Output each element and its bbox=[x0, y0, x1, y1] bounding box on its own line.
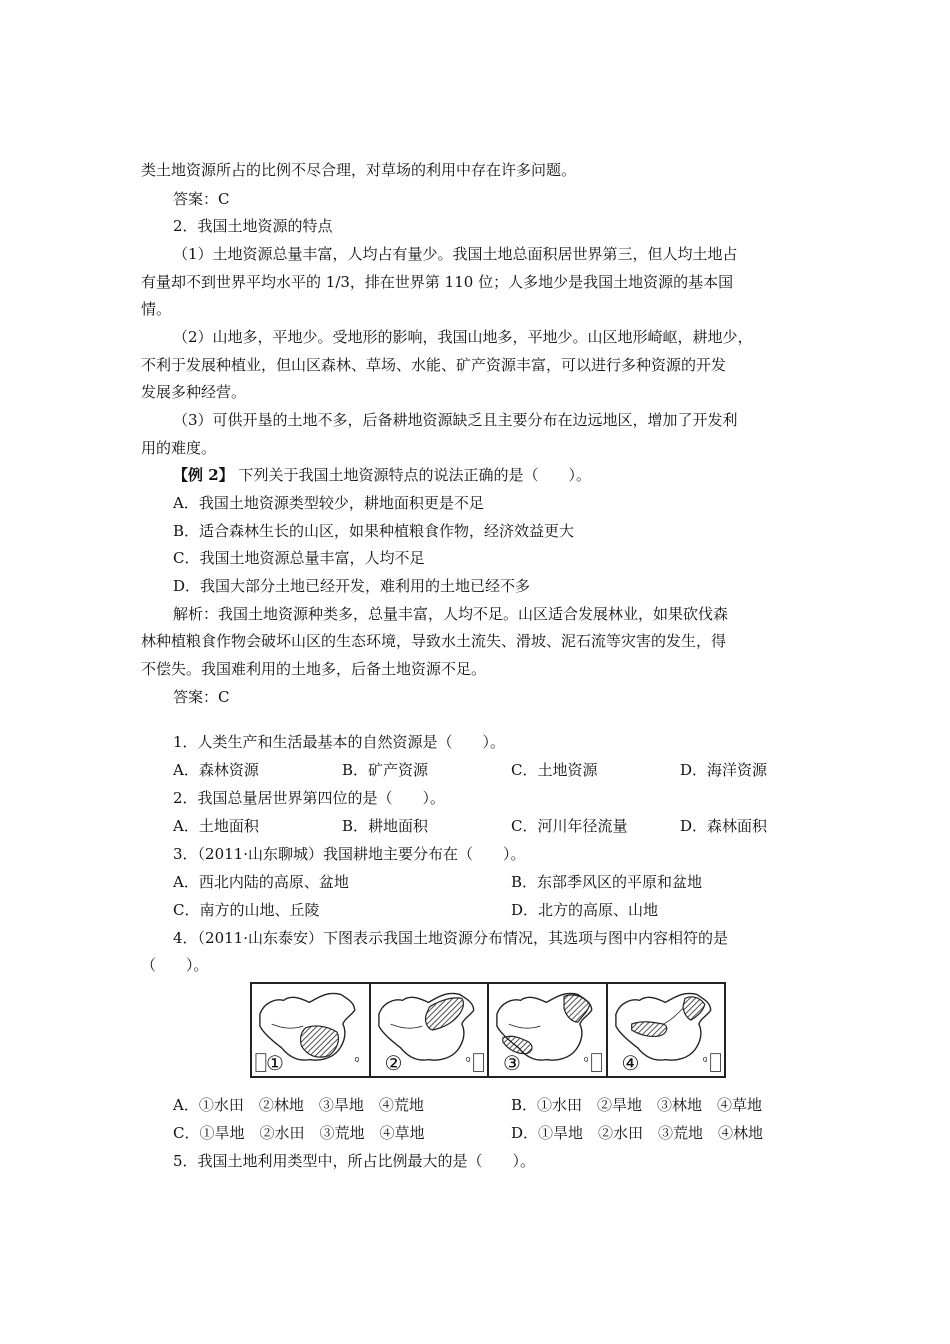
q3-option-c: C．南方的山地、丘陵 bbox=[173, 901, 320, 919]
q1-option-c: C．土地资源 bbox=[511, 761, 598, 779]
q4-option-c: C．①旱地 ②水田 ③荒地 ④草地 bbox=[173, 1124, 425, 1142]
example-option-b: B．适合森林生长的山区，如果种植粮食作物，经济效益更大 bbox=[173, 522, 575, 540]
paragraph-line: 类土地资源所占的比例不尽合理，对草场的利用中存在许多问题。 bbox=[141, 161, 577, 179]
q4-option-d: D．①旱地 ②水田 ③荒地 ④林地 bbox=[511, 1124, 764, 1142]
map-panel-4 bbox=[608, 984, 725, 1076]
paragraph-line: 发展多种经营。 bbox=[141, 383, 247, 401]
q1-option-b: B．矿产资源 bbox=[342, 761, 429, 779]
svg-text:Q: Q bbox=[702, 1057, 707, 1064]
svg-text:Q: Q bbox=[465, 1057, 470, 1064]
paragraph-line: 不利于发展种植业，但山区森林、草场、水能、矿产资源丰富，可以进行多种资源的开发 bbox=[141, 356, 727, 374]
paragraph-line: 有量却不到世界平均水平的 1/3，排在世界第 110 位；人多地少是我国土地资源的基本国 bbox=[141, 273, 734, 291]
map-panel-2 bbox=[371, 984, 490, 1076]
example-option-c: C．我国土地资源总量丰富，人均不足 bbox=[173, 549, 425, 567]
example-tag: 【例 2】 bbox=[173, 466, 234, 484]
q1-option-a: A．森林资源 bbox=[173, 761, 259, 779]
answer-line: 答案：C bbox=[173, 190, 230, 208]
question-3: 3．（2011·山东聊城）我国耕地主要分布在（ ）。 bbox=[173, 845, 526, 863]
question-4: 4．（2011·山东泰安）下图表示我国土地资源分布情况，其选项与图中内容相符的是 bbox=[173, 929, 728, 947]
q3-option-a: A．西北内陆的高原、盆地 bbox=[173, 873, 349, 891]
q1-option-d: D．海洋资源 bbox=[680, 761, 768, 779]
svg-text:Q: Q bbox=[583, 1057, 589, 1064]
section-heading: 2．我国土地资源的特点 bbox=[173, 217, 333, 235]
q3-option-d: D．北方的高原、山地 bbox=[511, 901, 659, 919]
map-panel-3 bbox=[489, 984, 608, 1076]
map-number-4: ④ bbox=[621, 1051, 640, 1075]
example-option-d: D．我国大部分土地已经开发，难利用的土地已经不多 bbox=[173, 577, 531, 595]
q2-option-b: B．耕地面积 bbox=[342, 817, 429, 835]
example-text: 下列关于我国土地资源特点的说法正确的是（ ）。 bbox=[238, 466, 591, 484]
q2-option-c: C．河川年径流量 bbox=[511, 817, 628, 835]
map-number-1: ① bbox=[266, 1051, 284, 1075]
paragraph-line: 情。 bbox=[141, 300, 172, 318]
paragraph-line: （2）山地多，平地少。受地形的影响，我国山地多，平地少。山区地形崎岖，耕地少， bbox=[173, 328, 753, 346]
paragraph-line: （1）土地资源总量丰富，人均占有量少。我国土地总面积居世界第三，但人均土地占 bbox=[173, 245, 738, 263]
q4-option-b: B．①水田 ②旱地 ③林地 ④草地 bbox=[511, 1096, 763, 1114]
analysis-line: 不偿失。我国难利用的土地多，后备土地资源不足。 bbox=[141, 660, 487, 678]
q2-option-d: D．森林面积 bbox=[680, 817, 768, 835]
svg-text:Q: Q bbox=[354, 1057, 360, 1064]
paragraph-line: （3）可供开垦的土地不多，后备耕地资源缺乏且主要分布在边远地区，增加了开发利 bbox=[173, 411, 738, 429]
land-resource-maps-figure bbox=[250, 982, 726, 1078]
question-1: 1．人类生产和生活最基本的自然资源是（ ）。 bbox=[173, 733, 506, 751]
answer-line: 答案：C bbox=[173, 688, 230, 706]
example-question bbox=[173, 465, 591, 485]
example-option-a: A．我国土地资源类型较少，耕地面积更是不足 bbox=[173, 494, 484, 512]
question-4-blank: （ ）。 bbox=[141, 956, 209, 974]
q2-option-a: A．土地面积 bbox=[173, 817, 259, 835]
q4-option-a: A．①水田 ②林地 ③旱地 ④荒地 bbox=[173, 1096, 424, 1114]
map-panel-1 bbox=[252, 984, 371, 1076]
question-2: 2．我国总量居世界第四位的是（ ）。 bbox=[173, 789, 446, 807]
q3-option-b: B．东部季风区的平原和盆地 bbox=[511, 873, 703, 891]
paragraph-line: 用的难度。 bbox=[141, 439, 217, 457]
map-number-2: ② bbox=[384, 1051, 403, 1075]
analysis-line: 林种植粮食作物会破坏山区的生态环境，导致水土流失、滑坡、泥石流等灾害的发生，得 bbox=[141, 632, 727, 650]
question-5: 5．我国土地利用类型中，所占比例最大的是（ ）。 bbox=[173, 1152, 536, 1170]
analysis-line: 解析：我国土地资源种类多，总量丰富，人均不足。山区适合发展林业，如果砍伐森 bbox=[173, 605, 729, 623]
map-number-3: ③ bbox=[503, 1051, 521, 1075]
